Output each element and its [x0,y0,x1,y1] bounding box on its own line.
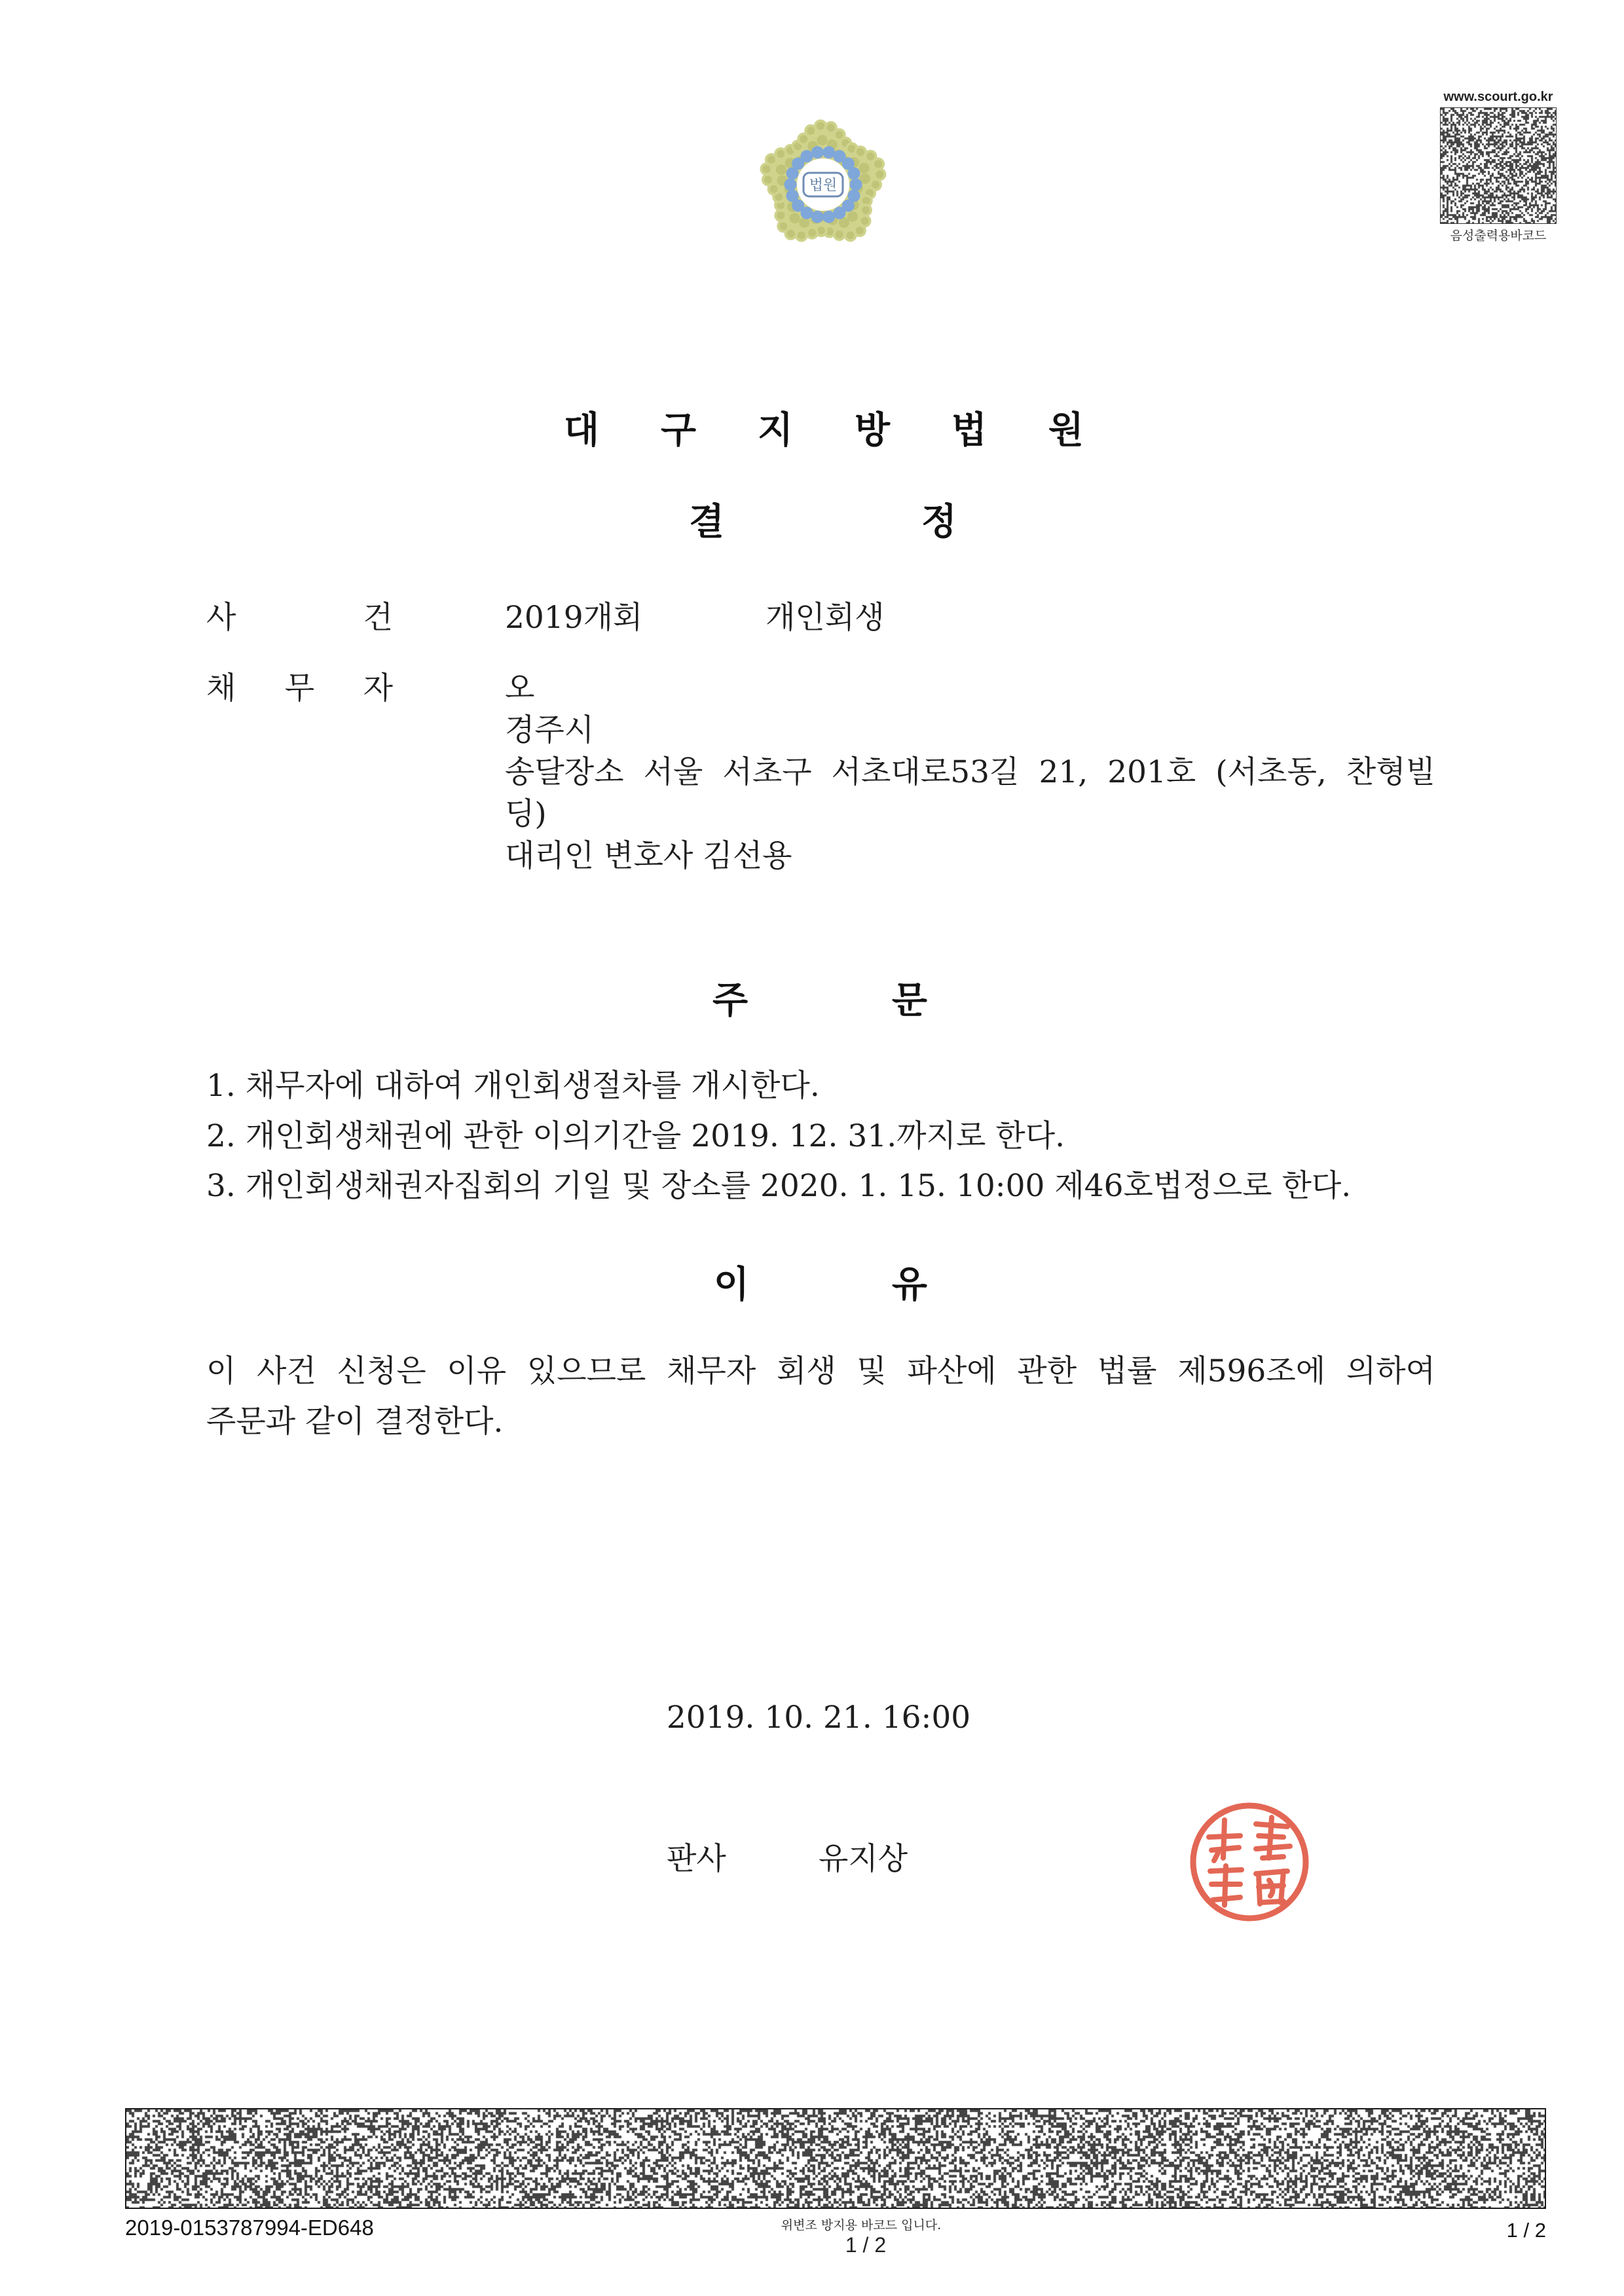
court-emblem-icon [748,113,898,258]
emblem-middle-dot [789,213,800,223]
emblem-inner-dot [847,167,860,179]
case-number: 2019개회 [505,600,643,636]
seal-glyph [1256,1817,1290,1858]
emblem-middle-dot [776,164,786,175]
emblem-outer-dot-core [866,153,874,160]
emblem-outer-dot-core [836,230,843,238]
emblem-inner-dot [822,211,835,223]
judge-title: 판사 [667,1841,726,1877]
order-heading: 주 문 [712,980,927,1022]
anti-forgery-barcode [125,2108,1546,2209]
emblem-outer-dot-core [777,211,784,219]
emblem-outer-dot-core [800,135,807,143]
emblem-outer-dot-core [847,231,855,239]
emblem-outer-dot-core [857,148,864,156]
judge-seal-stamp [1185,1798,1314,1926]
emblem-outer-dot-core [779,222,787,230]
case-title: 개인회생 [766,600,885,636]
decision-datetime: 2019. 10. 21. 16:00 [666,1700,971,1736]
emblem-label: 법원 [809,177,838,194]
emblem-outer-dot-core [807,127,815,135]
emblem-middle-dot [847,211,858,222]
emblem-middle-dot [859,163,870,173]
debtor-city: 경주시 [505,712,595,748]
emblem-outer-dot-core [762,165,770,173]
debtor-name: 오 [505,670,535,706]
emblem-outer-dot-core [874,160,882,168]
emblem-inner-dot [784,179,797,191]
emblem-inner-dot [786,190,799,202]
emblem-outer-dot-core [827,124,835,132]
emblem-outer-dot-core [876,170,883,178]
voice-barcode-caption: 음성출력용바코드 [1450,228,1547,243]
emblem-middle-dot [817,135,828,145]
emblem-outer-dot-core [856,227,864,234]
document-type: 결 정 [689,501,957,543]
reason-line: 주문과 같이 결정한다. [206,1404,504,1440]
emblem-outer-dot-core [798,232,805,240]
order-item: 3. 개인회생채권자집회의 기일 및 장소를 2020. 1. 15. 10:00 제46호법정으로 한다. [206,1168,1352,1204]
seal-glyph [1210,1866,1242,1905]
case-label: 사 건 [206,600,393,636]
order-item: 1. 채무자에 대하여 개인회생절차를 개시한다. [206,1068,820,1104]
court-name: 대 구 지 방 법 원 [564,410,1084,452]
emblem-inner-dot [801,150,813,162]
emblem-inner-dot [811,146,824,158]
seal-strokes [1193,1806,1306,1918]
debtor-label: 채 무 자 [206,670,393,706]
emblem-outer-dot-core [764,175,772,183]
document-id: 2019-0153787994-ED648 [125,2215,374,2240]
emblem-outer-dot-core [770,185,778,193]
page-number-center: 1 / 2 [845,2233,887,2257]
emblem-outer-dot-core [777,150,784,158]
emblem-outer-dot-core [861,217,869,225]
emblem-inner-dot [850,179,862,191]
emblem-outer-dot-core [767,156,775,164]
emblem-inner-dot [822,146,835,158]
emblem-inner-dot [834,207,846,219]
reason-line: 이 사건 신청은 이유 있으므로 채무자 회생 및 파산에 관한 법률 제596조에 의하여 [206,1353,1435,1389]
seal-glyph [1209,1820,1240,1861]
voice-output-barcode [1440,107,1557,224]
seal-glyph [1256,1871,1287,1904]
barcode-note: 위변조 방지용 바코드 입니다. [781,2218,942,2232]
scourt-url: www.scourt.go.kr [1443,90,1553,104]
emblem-outer-dot-core [862,206,870,214]
order-item: 2. 개인회생채권에 관한 이의기간을 2019. 12. 31.까지로 한다. [206,1118,1065,1154]
emblem-outer-dot-core [817,122,824,130]
emblem-outer-dot-core [808,229,816,237]
reason-heading: 이 유 [714,1264,927,1306]
seal-ring [1193,1806,1306,1918]
judge-name: 유지상 [819,1841,908,1877]
debtor-address-line: 딩) [505,796,547,832]
debtor-agent: 대리인 변호사 김선용 [505,838,792,874]
debtor-address-line: 송달장소 서울 서초구 서초대로53길 21, 201호 (서초동, 찬형빌 [505,754,1435,790]
emblem-outer-dot-core [787,230,795,238]
page-number-right: 1 / 2 [1506,2219,1546,2242]
emblem-inner-dot [811,211,824,223]
